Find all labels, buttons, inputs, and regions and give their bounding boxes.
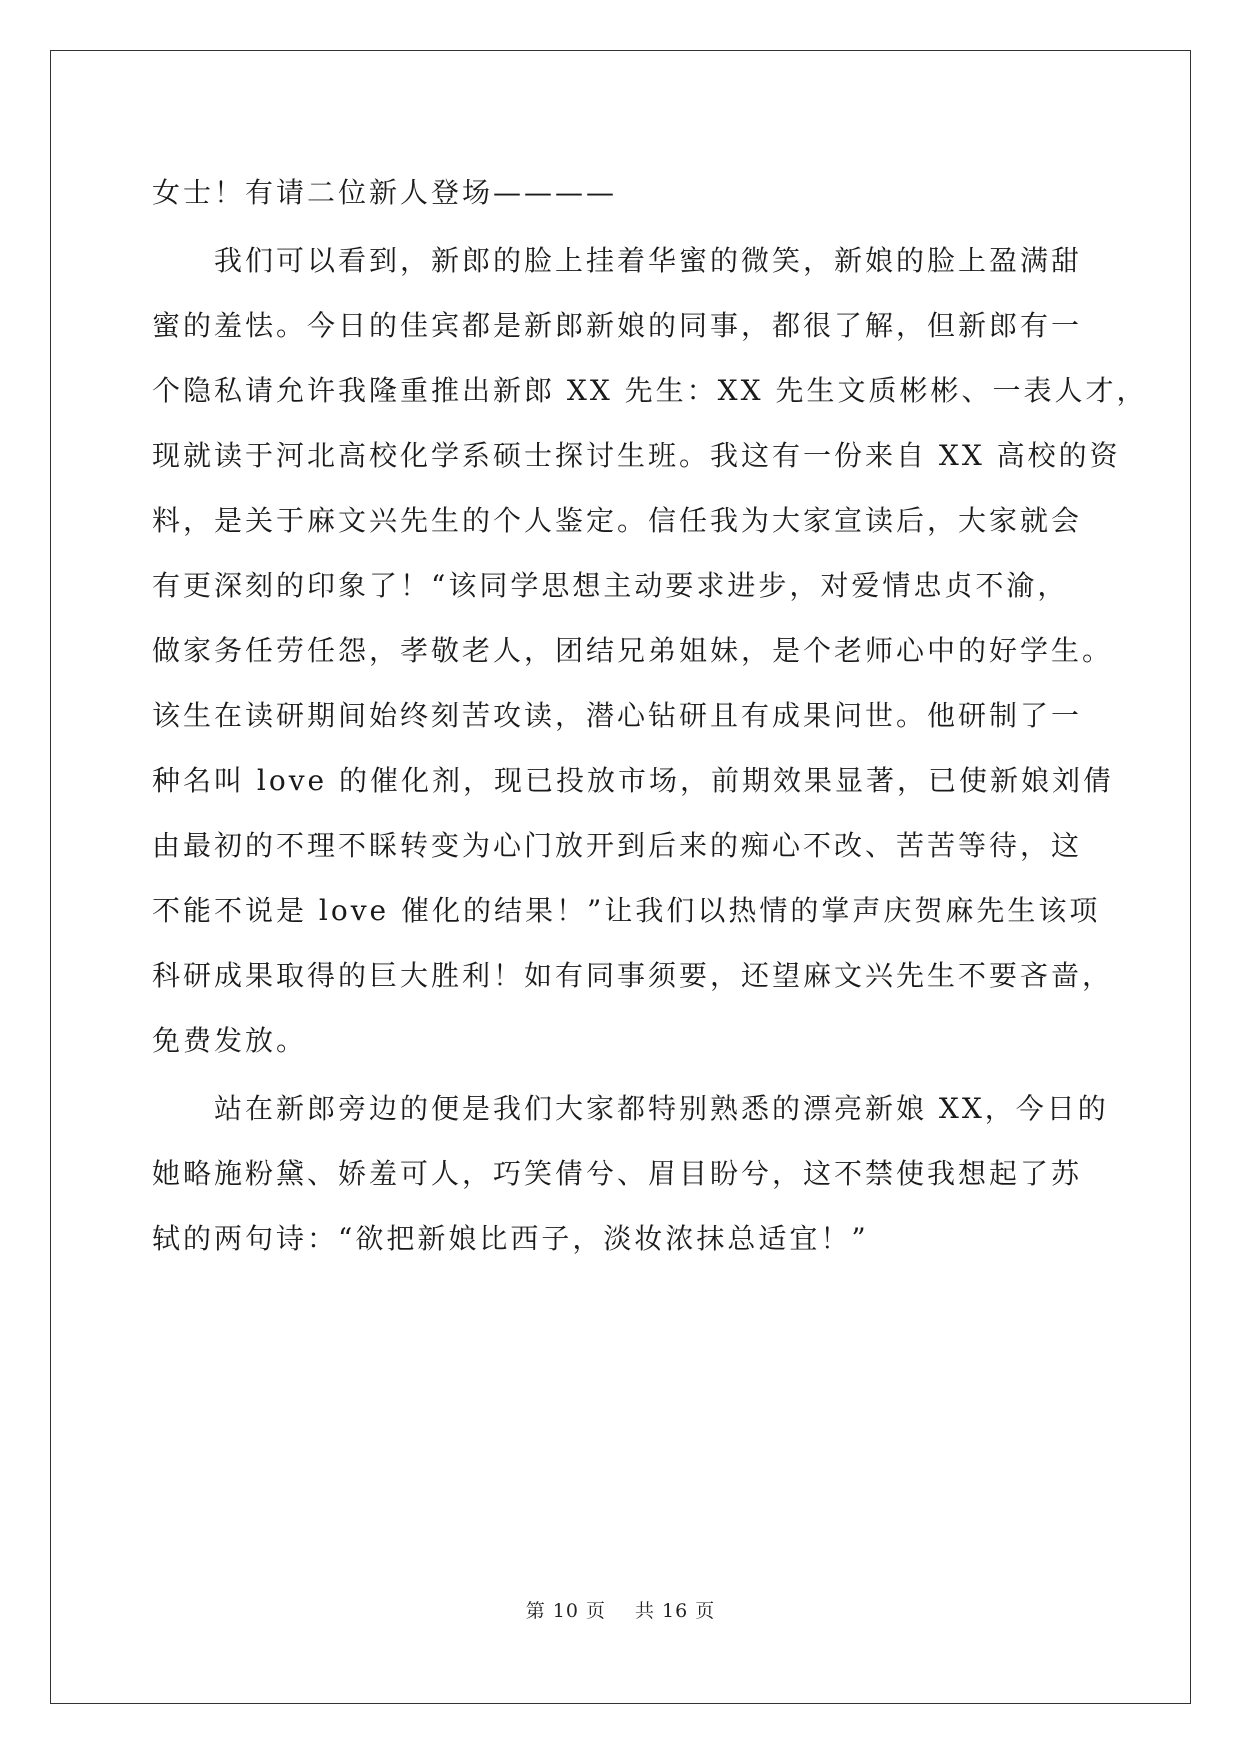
paragraph-2 xyxy=(152,228,1148,1073)
text-line: 该生在读研期间始终刻苦攻读，潜心钻研且有成果问世。他研制了一 xyxy=(152,699,1083,732)
text-line: 我们可以看到，新郎的脸上挂着华蜜的微笑，新娘的脸上盈满甜 xyxy=(214,244,1083,277)
page-footer xyxy=(0,1596,1241,1623)
text-line: 做家务任劳任怨，孝敬老人，团结兄弟姐妹，是个老师心中的好学生。 xyxy=(152,634,1114,667)
text-line: 个隐私请允许我隆重推出新郎 XX 先生：XX 先生文质彬彬、一表人才， xyxy=(152,374,1148,407)
paragraph-1 xyxy=(152,160,1092,225)
text-line: 料，是关于麻文兴先生的个人鉴定。信任我为大家宣读后，大家就会 xyxy=(152,504,1083,537)
text-line: 她略施粉黛、娇羞可人，巧笑倩兮、眉目盼兮，这不禁使我想起了苏 xyxy=(152,1157,1083,1190)
text-line: 有更深刻的印象了！“该同学思想主动要求进步，对爱情忠贞不渝， xyxy=(152,569,1069,602)
text-line: 种名叫 love 的催化剂，现已投放市场，前期效果显著，已使新娘刘倩 xyxy=(152,764,1115,797)
text-line: 科研成果取得的巨大胜利！如有同事须要，还望麻文兴先生不要吝啬， xyxy=(152,959,1114,992)
text-line: 蜜的羞怯。今日的佳宾都是新郎新娘的同事，都很了解，但新郎有一 xyxy=(152,309,1083,342)
page-number: 第 10 页 xyxy=(525,1600,606,1622)
paragraph-3 xyxy=(152,1076,1109,1271)
text-line: 轼的两句诗：“欲把新娘比西子，淡妆浓抹总适宜！” xyxy=(152,1222,869,1255)
text-line: 由最初的不理不睬转变为心门放开到后来的痴心不改、苦苦等待，这 xyxy=(152,829,1083,862)
page-total: 共 16 页 xyxy=(635,1600,716,1622)
text-line: 免费发放。 xyxy=(152,1024,308,1057)
text-line: 不能不说是 love 催化的结果！”让我们以热情的掌声庆贺麻先生该项 xyxy=(152,894,1101,927)
text-line: 女士！有请二位新人登场———— xyxy=(152,176,618,209)
document-body xyxy=(152,160,1148,1271)
text-line: 站在新郎旁边的便是我们大家都特别熟悉的漂亮新娘 XX，今日的 xyxy=(214,1092,1109,1125)
text-line: 现就读于河北高校化学系硕士探讨生班。我这有一份来自 XX 高校的资 xyxy=(152,439,1121,472)
